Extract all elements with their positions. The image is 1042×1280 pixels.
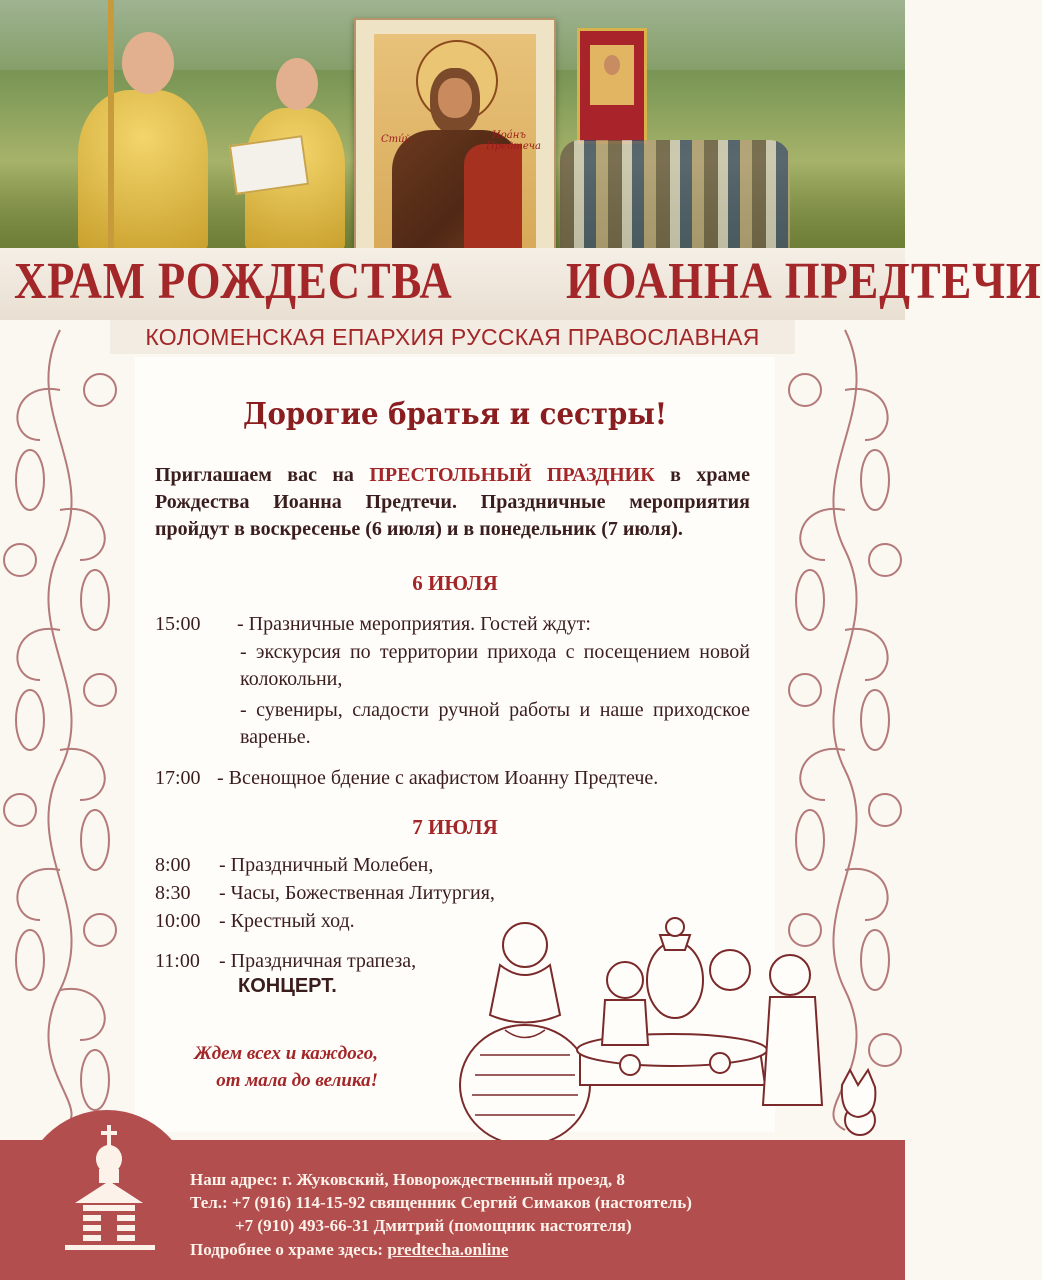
schedule-time: 11:00 — [155, 950, 200, 972]
schedule-desc: - Праздничная трапеза, — [219, 950, 417, 972]
schedule-subitem: - сувениры, сладости ручной работы и наше приходское варенье. — [240, 699, 750, 748]
intro-text-after: в храме Рождества Иоанна Предтечи. Праздничные мероприятия пройдут в воскресенье (6 июля) и в понедельник (7 июля). — [155, 464, 750, 540]
church-logo-icon — [55, 1125, 165, 1255]
feast-highlight: ПРЕСТОЛЬНЫЙ ПРАЗДНИК — [369, 464, 655, 486]
footer-more-label: Подробнее о храме здесь: — [190, 1240, 388, 1259]
footer-phone-2: +7 (910) 493-66-31 Дмитрий (помощник настоятеля) — [235, 1216, 632, 1235]
schedule-time: 8:30 — [155, 882, 191, 904]
icon-inscription-right: Иоа́нъ Предтеча — [486, 130, 541, 152]
gospel-book — [229, 135, 309, 195]
floral-ornament-left — [0, 330, 130, 1130]
invitation-line-2: от мала до велика! — [216, 1070, 378, 1091]
church-banner — [577, 28, 647, 144]
schedule-time: 17:00 — [155, 767, 201, 789]
day2-date: 7 ИЮЛЯ — [412, 815, 498, 839]
invitation-text — [148, 1040, 378, 1094]
schedule-time: 8:00 — [155, 854, 191, 876]
schedule-desc: - Крестный ход. — [219, 910, 355, 932]
footer-address: Наш адрес: г. Жуковский, Новорождественный проезд, 8 — [190, 1170, 625, 1189]
procession-crowd — [560, 140, 790, 250]
priest-head-right — [276, 58, 318, 110]
schedule-desc: - Всенощное бдение с акафистом Иоанну Предтече. — [217, 767, 659, 789]
footer-more — [190, 1240, 508, 1260]
footer-phone-1: Тел.: +7 (916) 114-15-92 священник Сергий Симаков (настоятель) — [190, 1193, 692, 1212]
schedule-desc: - Часы, Божественная Литургия, — [219, 882, 495, 904]
schedule-time: 15:00 — [155, 613, 201, 635]
diocese-subtitle: КОЛОМЕНСКАЯ ЕПАРХИЯ РУССКАЯ ПРАВОСЛАВНАЯ — [110, 320, 795, 354]
schedule-subitem: - экскурсия по территории прихода с посещением новой колокольни, — [240, 641, 750, 690]
icon-inscription-left: Сти́й — [380, 134, 411, 145]
title-right: ИОАННА ПРЕДТЕЧИ — [566, 253, 1042, 310]
website-link[interactable]: predtecha.online — [387, 1240, 509, 1259]
processional-cross-staff — [108, 0, 114, 250]
greeting-heading: Дорогие братья и сестры! — [242, 397, 668, 432]
priest-head-left — [122, 32, 174, 94]
intro-paragraph — [155, 462, 750, 543]
schedule-desc: - Празничные мероприятия. Гостей ждут: — [237, 613, 591, 635]
concert-label: КОНЦЕРТ. — [238, 975, 337, 997]
day1-date: 6 ИЮЛЯ — [412, 571, 498, 595]
title-left: ХРАМ РОЖДЕСТВА — [14, 253, 453, 310]
schedule-desc: - Праздничный Молебен, — [219, 854, 434, 876]
schedule-time: 10:00 — [155, 910, 201, 932]
intro-text-before: Приглашаем вас на — [155, 464, 370, 486]
priest-figure-left — [78, 90, 208, 250]
tea-party-illustration — [430, 905, 905, 1145]
invitation-line-1: Ждем всех и каждого, — [194, 1043, 378, 1064]
